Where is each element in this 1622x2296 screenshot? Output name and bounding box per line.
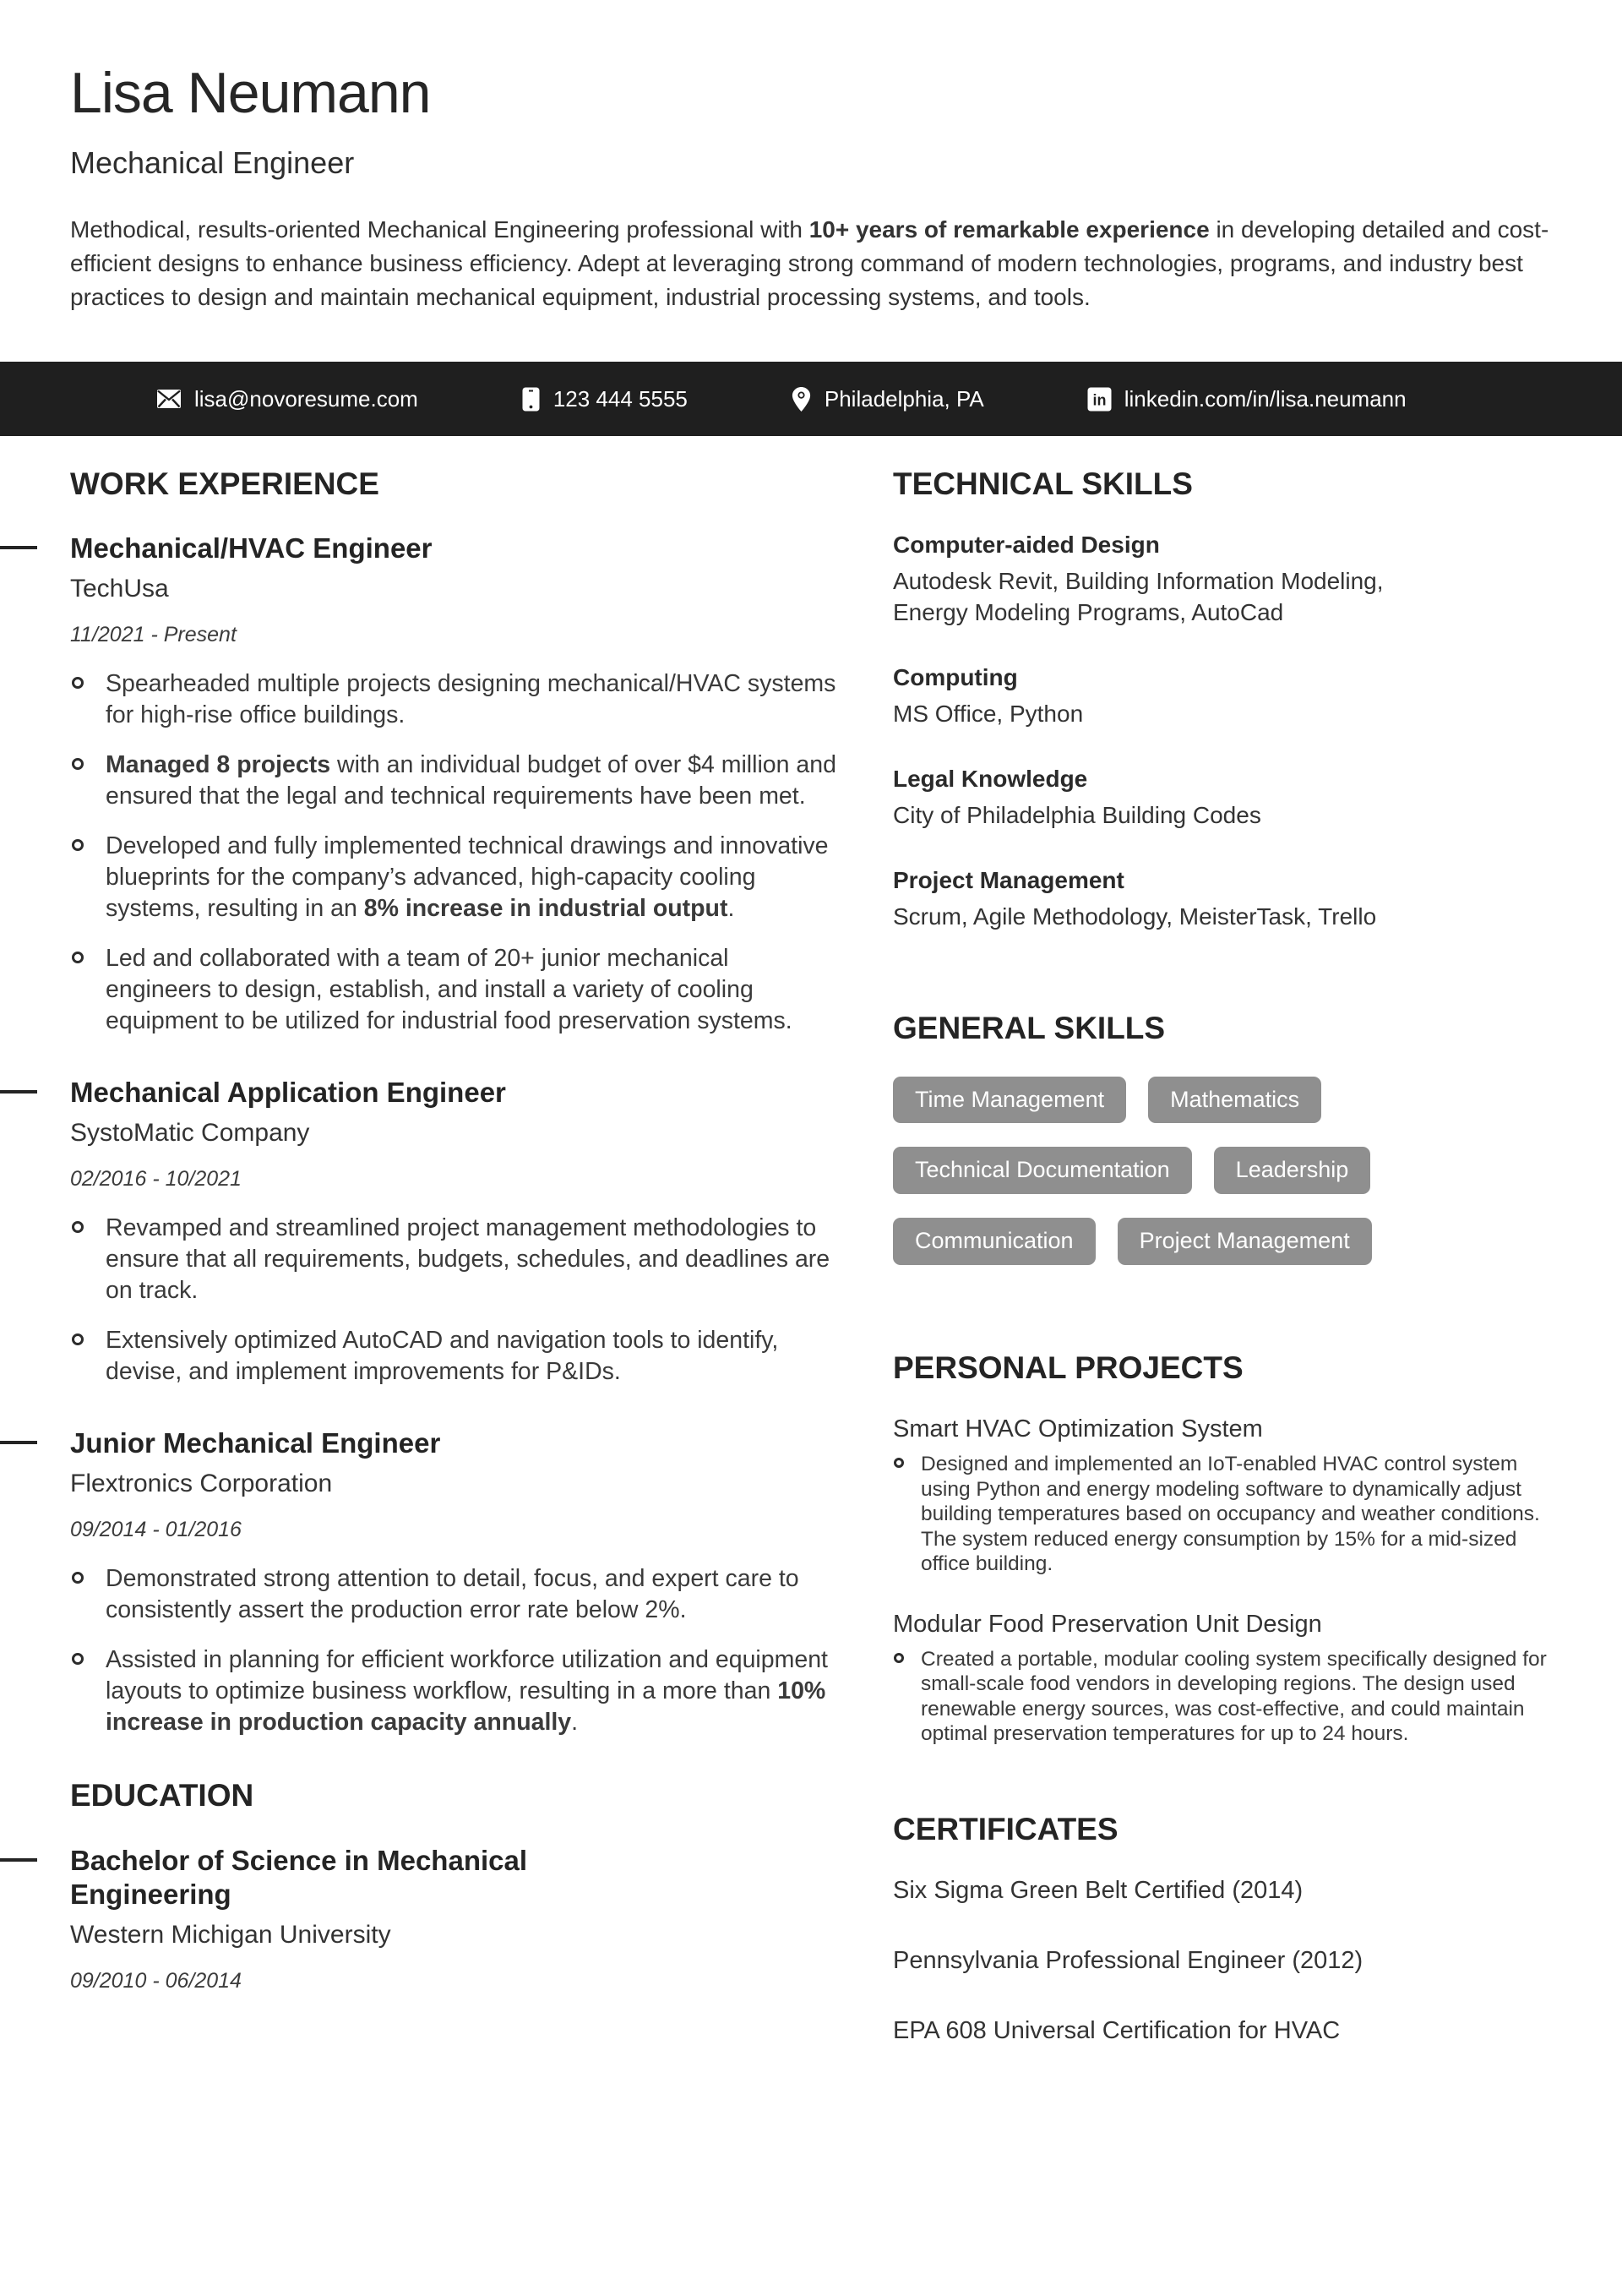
- contact-email-text: lisa@novoresume.com: [194, 385, 418, 412]
- skill-tag: Time Management: [893, 1077, 1126, 1124]
- certificate-item: EPA 608 Universal Certification for HVAC: [893, 2017, 1341, 2045]
- skill-tag: Mathematics: [1148, 1077, 1321, 1124]
- skill-group-value: City of Philadelphia Building Codes: [893, 802, 1261, 829]
- svg-text:in: in: [1092, 391, 1107, 408]
- job-dates: 09/2014 - 01/2016: [70, 1518, 242, 1542]
- job-company: SystoMatic Company: [70, 1119, 310, 1148]
- bullet-item: Designed and implemented an IoT-enabled HVAC control system using Python and energy modeling software to dynamically adjust building temperatures based on occupancy and weather conditions. The system reduced energy consumption by 15% for a mid-sized office building.: [893, 1452, 1564, 1577]
- bullet-item: Led and collaborated with a team of 20+ junior mechanical engineers to design, establish, and install a variety of cooling equipment to be utilized for industrial food preservation systems.: [70, 943, 837, 1037]
- contact-location-text: Philadelphia, PA: [824, 385, 984, 412]
- section-heading-work-experience: WORK EXPERIENCE: [70, 466, 379, 501]
- bullet-item: Demonstrated strong attention to detail, focus, and expert care to consistently assert the production error rate below 2%.: [70, 1563, 837, 1626]
- contact-bar: [0, 362, 1622, 436]
- bullet-item: Managed 8 projects with an individual budget of over $4 million and ensured that the legal and technical requirements have been met.: [70, 750, 837, 812]
- bullet-item: Extensively optimized AutoCAD and navigation tools to identify, devise, and implement improvements for P&IDs.: [70, 1325, 837, 1388]
- skill-group-value: Scrum, Agile Methodology, MeisterTask, Trello: [893, 903, 1377, 930]
- right-column: [893, 466, 1564, 2087]
- bullet-item: Created a portable, modular cooling system specifically designed for small-scale food vendors in developing regions. The design used renewable energy sources, was cost-effective, and could maintain optimal preservation temperatures for up to 24 hours.: [893, 1647, 1564, 1747]
- summary-paragraph: [70, 213, 1563, 314]
- skill-tag: Communication: [893, 1218, 1096, 1265]
- skill-group-cad: [893, 532, 1564, 628]
- skill-group-computing: [893, 664, 1564, 729]
- contact-location: [791, 386, 984, 412]
- job-title: Mechanical Application Engineer: [70, 1076, 837, 1110]
- skill-group-label: Project Management: [893, 867, 1124, 894]
- skill-group-label: Computing: [893, 664, 1018, 691]
- job-bullet-list: [70, 668, 837, 1037]
- school-name: Western Michigan University: [70, 1921, 391, 1950]
- bullet-item: Spearheaded multiple projects designing mechanical/HVAC systems for high-rise office buildings.: [70, 668, 837, 731]
- skill-group-value: Autodesk Revit, Building Information Modeling, Energy Modeling Programs, AutoCad: [893, 568, 1384, 626]
- contact-linkedin-text: linkedin.com/in/lisa.neumann: [1124, 385, 1407, 412]
- contact-email: [156, 386, 418, 412]
- certificates-list: [893, 1877, 1564, 2045]
- skill-group-legal: [893, 766, 1564, 831]
- skill-group-label: Legal Knowledge: [893, 766, 1088, 793]
- content-columns: [70, 466, 1567, 2087]
- left-column: [70, 466, 837, 2087]
- skill-tag: Technical Documentation: [893, 1147, 1192, 1194]
- section-heading-personal-projects: PERSONAL PROJECTS: [893, 1350, 1244, 1385]
- education-entry: [70, 1844, 837, 1994]
- job-entry-3: [70, 1426, 837, 1738]
- contact-phone: [521, 386, 688, 412]
- skill-tag: Leadership: [1214, 1147, 1371, 1194]
- contact-linkedin: [1087, 386, 1407, 412]
- certificate-item: Six Sigma Green Belt Certified (2014): [893, 1877, 1304, 1905]
- bullet-item: Assisted in planning for efficient workforce utilization and equipment layouts to optimize business workflow, resulting in a more than 10% increase in production capacity annually.: [70, 1644, 837, 1738]
- linkedin-icon: [1087, 387, 1112, 412]
- project-bullet-list: [893, 1452, 1564, 1577]
- contact-phone-text: 123 444 5555: [552, 385, 688, 412]
- job-bullet-list: [70, 1563, 837, 1738]
- project-entry-1: [893, 1415, 1564, 1577]
- job-company: Flextronics Corporation: [70, 1470, 333, 1498]
- section-heading-general-skills: GENERAL SKILLS: [893, 1011, 1166, 1046]
- skill-tag: Project Management: [1118, 1218, 1372, 1265]
- project-title: Smart HVAC Optimization System: [893, 1415, 1263, 1443]
- job-title: Mechanical/HVAC Engineer: [70, 532, 837, 566]
- section-heading-certificates: CERTIFICATES: [893, 1811, 1119, 1846]
- email-icon: [156, 389, 182, 409]
- skill-group-label: Computer-aided Design: [893, 532, 1160, 559]
- location-pin-icon: [791, 386, 812, 412]
- phone-icon: [521, 386, 541, 412]
- job-title: Junior Mechanical Engineer: [70, 1426, 837, 1461]
- text-segment: 10+ years of remarkable experience: [808, 216, 1210, 243]
- project-title: Modular Food Preservation Unit Design: [893, 1610, 1322, 1638]
- education-dates: 09/2010 - 06/2014: [70, 1969, 242, 1993]
- text-segment: Methodical, results-oriented Mechanical Engineering professional with: [70, 216, 809, 243]
- text-segment: in developing detailed and cost-efficient designs to enhance business efficiency. Adept at leveraging strong command of modern technologies, programs, and industry best practices to design and maintain mechanical equipment, industrial processing systems, and tools.: [70, 216, 1549, 310]
- resume-header: [0, 0, 1622, 314]
- person-job-title: Mechanical Engineer: [70, 145, 355, 180]
- job-entry-1: [70, 532, 837, 1037]
- job-dates: 11/2021 - Present: [70, 623, 237, 647]
- skill-group-project-management: [893, 867, 1564, 932]
- job-bullet-list: [70, 1213, 837, 1388]
- bullet-item: Revamped and streamlined project management methodologies to ensure that all requirements, budgets, schedules, and deadlines are on track.: [70, 1213, 837, 1306]
- bullet-item: Developed and fully implemented technical drawings and innovative blueprints for the company’s advanced, high-capacity cooling systems, resulting in an 8% increase in industrial output.: [70, 831, 837, 924]
- section-heading-education: EDUCATION: [70, 1778, 254, 1813]
- skill-group-value: MS Office, Python: [893, 701, 1084, 728]
- general-skills-tags: [893, 1077, 1484, 1265]
- project-bullet-list: [893, 1647, 1564, 1747]
- job-company: TechUsa: [70, 575, 169, 603]
- job-dates: 02/2016 - 10/2021: [70, 1167, 242, 1192]
- certificate-item: Pennsylvania Professional Engineer (2012): [893, 1947, 1363, 1975]
- person-name: Lisa Neumann: [70, 61, 431, 125]
- job-entry-2: [70, 1076, 837, 1388]
- project-entry-2: [893, 1611, 1564, 1747]
- section-heading-technical-skills: TECHNICAL SKILLS: [893, 466, 1193, 501]
- degree-title: Bachelor of Science in Mechanical Engineering: [70, 1844, 611, 1913]
